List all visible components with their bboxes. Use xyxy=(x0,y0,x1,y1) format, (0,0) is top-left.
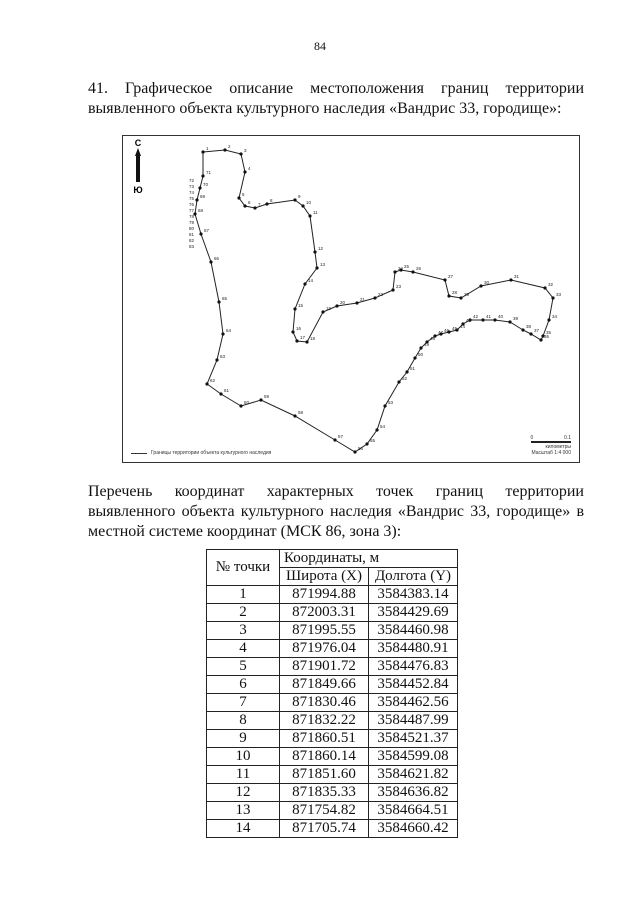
boundary-point xyxy=(293,198,296,201)
boundary-point xyxy=(543,286,546,289)
boundary-point-label: 75 xyxy=(189,196,195,201)
boundary-point xyxy=(405,370,408,373)
scale-end: 0.1 xyxy=(564,435,571,441)
boundary-point xyxy=(508,320,511,323)
longitude-cell: 3584636.82 xyxy=(369,784,458,802)
latitude-cell: 872003.31 xyxy=(280,604,369,622)
section-heading xyxy=(88,79,584,119)
map-legend xyxy=(131,450,271,456)
table-row xyxy=(207,748,458,766)
boundary-point-label: 49 xyxy=(424,342,430,347)
north-arrow-shaft xyxy=(136,156,140,182)
boundary-point xyxy=(355,301,358,304)
boundary-point-label: 1 xyxy=(206,146,209,151)
boundary-point-label: 47 xyxy=(438,330,444,335)
boundary-point-label: 72 xyxy=(189,178,195,183)
table-row xyxy=(207,694,458,712)
latitude-cell: 871860.51 xyxy=(280,730,369,748)
boundary-point-label: 39 xyxy=(513,316,519,321)
boundary-points-layer xyxy=(193,148,554,453)
boundary-point xyxy=(333,438,336,441)
boundary-point-label: 38 xyxy=(526,324,532,329)
intro-line-1: Перечень координат характерных точек границ территории xyxy=(88,483,584,500)
north-label: С xyxy=(134,138,142,148)
boundary-point xyxy=(223,148,226,151)
point-number-cell: 1 xyxy=(207,586,280,604)
boundary-point xyxy=(239,404,242,407)
boundary-point-label: 25 xyxy=(404,264,410,269)
latitude-cell: 871994.88 xyxy=(280,586,369,604)
boundary-point xyxy=(321,310,324,313)
point-number-cell: 11 xyxy=(207,766,280,784)
boundary-point-label: 44 xyxy=(460,324,466,329)
boundary-point xyxy=(301,204,304,207)
longitude-cell: 3584599.08 xyxy=(369,748,458,766)
boundary-point-label: 32 xyxy=(548,282,554,287)
boundary-map-drawing xyxy=(123,136,579,462)
boundary-point xyxy=(481,318,484,321)
latitude-cell: 871995.55 xyxy=(280,622,369,640)
point-number-cell: 6 xyxy=(207,676,280,694)
boundary-point-label: 29 xyxy=(464,292,470,297)
boundary-point xyxy=(265,202,268,205)
boundary-point xyxy=(353,450,356,453)
boundary-point-label: 59 xyxy=(264,394,270,399)
table-row xyxy=(207,730,458,748)
north-arrow-head xyxy=(135,148,141,156)
boundary-point-label: 71 xyxy=(206,170,212,175)
header-longitude: Долгота (Y) xyxy=(369,568,458,586)
boundary-point-label: 33 xyxy=(556,292,562,297)
boundary-point-label: 73 xyxy=(189,184,195,189)
boundary-point-label: 50 xyxy=(418,352,424,357)
scale-unit: километры xyxy=(545,444,571,450)
boundary-point xyxy=(419,346,422,349)
boundary-point xyxy=(305,340,308,343)
boundary-point xyxy=(539,338,542,341)
boundary-point-label: 9 xyxy=(298,194,301,199)
header-point-number: № точки xyxy=(207,550,280,586)
table-row xyxy=(207,712,458,730)
boundary-point xyxy=(219,392,222,395)
longitude-cell: 3584460.98 xyxy=(369,622,458,640)
territory-boundary-line xyxy=(195,150,553,452)
section-heading-line-2: выявленного объекта культурного наследия «Вандрис 33, городище»: xyxy=(88,100,562,117)
longitude-cell: 3584462.56 xyxy=(369,694,458,712)
boundary-point-label: 6 xyxy=(248,200,251,205)
boundary-point-label: 51 xyxy=(410,366,416,371)
boundary-point xyxy=(243,170,246,173)
boundary-point-label: 64 xyxy=(226,328,232,333)
boundary-point xyxy=(391,288,394,291)
longitude-cell: 3584429.69 xyxy=(369,604,458,622)
longitude-cell: 3584383.14 xyxy=(369,586,458,604)
boundary-point xyxy=(217,300,220,303)
boundary-point-label: 68 xyxy=(198,208,204,213)
point-number-cell: 5 xyxy=(207,658,280,676)
boundary-point-label: 35 xyxy=(546,330,552,335)
latitude-cell: 871835.33 xyxy=(280,784,369,802)
boundary-point-label: 70 xyxy=(203,182,209,187)
boundary-point xyxy=(308,214,311,217)
boundary-point-label: 34 xyxy=(552,314,558,319)
boundary-point-label: 23 xyxy=(396,284,402,289)
point-number-cell: 4 xyxy=(207,640,280,658)
boundary-point xyxy=(201,174,204,177)
boundary-point xyxy=(215,358,218,361)
point-number-cell: 9 xyxy=(207,730,280,748)
longitude-cell: 3584480.91 xyxy=(369,640,458,658)
boundary-point xyxy=(493,318,496,321)
boundary-point-label: 30 xyxy=(484,280,490,285)
boundary-point-label: 2 xyxy=(228,144,231,149)
scale-ratio: Масштаб 1:4 000 xyxy=(531,450,571,456)
boundary-point xyxy=(237,196,240,199)
point-number-cell: 3 xyxy=(207,622,280,640)
boundary-point-label: 12 xyxy=(318,246,324,251)
boundary-point xyxy=(375,428,378,431)
boundary-point-label: 11 xyxy=(313,210,318,215)
scale-bar xyxy=(531,441,571,443)
boundary-point-label: 14 xyxy=(308,278,314,283)
boundary-point xyxy=(293,414,296,417)
boundary-point-label: 10 xyxy=(306,200,312,205)
boundary-point-label: 58 xyxy=(298,410,304,415)
boundary-point-label: 66 xyxy=(214,256,220,261)
point-number-cell: 2 xyxy=(207,604,280,622)
boundary-point xyxy=(291,330,294,333)
latitude-cell: 871976.04 xyxy=(280,640,369,658)
boundary-point-label: 69 xyxy=(200,194,206,199)
boundary-point xyxy=(221,332,224,335)
boundary-point-label: 20 xyxy=(340,300,346,305)
boundary-point-label: 4 xyxy=(248,166,251,171)
longitude-cell: 3584521.37 xyxy=(369,730,458,748)
boundary-point-label: 43 xyxy=(466,318,472,323)
boundary-point-label: 54 xyxy=(380,424,386,429)
boundary-point-label: 42 xyxy=(473,314,479,319)
boundary-point xyxy=(547,318,550,321)
latitude-cell: 871705.74 xyxy=(280,820,369,838)
boundary-point-label: 48 xyxy=(430,336,436,341)
boundary-point-label: 45 xyxy=(452,326,458,331)
boundary-point xyxy=(509,278,512,281)
boundary-point xyxy=(259,398,262,401)
boundary-point-label: 61 xyxy=(224,388,230,393)
intro-line-2: выявленного объекта культурного наследия «Вандрис 33, городище» в xyxy=(88,503,584,520)
boundary-point xyxy=(209,260,212,263)
boundary-point-label: 5 xyxy=(242,192,245,197)
section-heading-line-1: 41. Графическое описание местоположения границ территории xyxy=(88,80,584,97)
table-row xyxy=(207,784,458,802)
boundary-point xyxy=(443,278,446,281)
boundary-point-label: 52 xyxy=(402,376,408,381)
boundary-point-label: 53 xyxy=(388,400,394,405)
coordinates-table xyxy=(206,549,458,838)
boundary-point-label: 77 xyxy=(189,208,195,213)
boundary-point xyxy=(397,380,400,383)
boundary-point xyxy=(295,339,298,342)
boundary-point-label: 76 xyxy=(189,202,195,207)
boundary-point-label: 55 xyxy=(370,438,376,443)
boundary-point-label: 60 xyxy=(244,400,250,405)
boundary-point-label: 36 xyxy=(544,334,550,339)
boundary-point-label: 65 xyxy=(222,296,228,301)
table-row xyxy=(207,640,458,658)
boundary-point-label: 46 xyxy=(444,328,450,333)
boundary-point xyxy=(201,150,204,153)
boundary-point xyxy=(313,250,316,253)
boundary-point xyxy=(551,296,554,299)
boundary-point-label: 78 xyxy=(189,214,195,219)
boundary-point xyxy=(393,270,396,273)
boundary-point-label: 15 xyxy=(298,303,304,308)
coordinates-table-body xyxy=(207,586,458,838)
point-number-cell: 13 xyxy=(207,802,280,820)
boundary-point xyxy=(243,204,246,207)
boundary-point xyxy=(205,382,208,385)
boundary-point-label: 74 xyxy=(189,190,195,195)
table-row xyxy=(207,820,458,838)
boundary-point-label: 28 xyxy=(452,290,458,295)
boundary-point-label: 81 xyxy=(189,232,195,237)
south-label: Ю xyxy=(133,185,143,195)
boundary-point xyxy=(411,270,414,273)
boundary-point-label: 8 xyxy=(270,198,273,203)
table-row xyxy=(207,622,458,640)
boundary-point xyxy=(195,198,198,201)
table-row xyxy=(207,604,458,622)
longitude-cell: 3584664.51 xyxy=(369,802,458,820)
boundary-point-label: 27 xyxy=(448,274,454,279)
table-row xyxy=(207,586,458,604)
boundary-point-label: 41 xyxy=(486,314,492,319)
boundary-point xyxy=(198,186,201,189)
boundary-point xyxy=(335,304,338,307)
boundary-point xyxy=(365,442,368,445)
point-number-cell: 12 xyxy=(207,784,280,802)
table-row xyxy=(207,766,458,784)
longitude-cell: 3584621.82 xyxy=(369,766,458,784)
longitude-cell: 3584476.83 xyxy=(369,658,458,676)
boundary-point-label: 83 xyxy=(189,244,195,249)
legend-text: Границы территории объекта культурного наследия xyxy=(151,450,272,456)
boundary-point xyxy=(459,296,462,299)
boundary-map xyxy=(122,135,580,463)
north-arrow-icon xyxy=(133,138,142,195)
boundary-point-label: 40 xyxy=(498,314,504,319)
legend-line-swatch xyxy=(131,453,147,454)
boundary-point xyxy=(529,332,532,335)
longitude-cell: 3584487.99 xyxy=(369,712,458,730)
boundary-point-label: 17 xyxy=(300,335,306,340)
intro-line-3: местной системе координат (МСК 86, зона 3): xyxy=(88,523,402,540)
boundary-point-label: 19 xyxy=(326,306,332,311)
table-row xyxy=(207,676,458,694)
longitude-cell: 3584452.84 xyxy=(369,676,458,694)
point-number-cell: 14 xyxy=(207,820,280,838)
boundary-point-label: 56 xyxy=(358,446,364,451)
boundary-point xyxy=(315,266,318,269)
coordinates-intro xyxy=(88,482,584,542)
boundary-point-label: 24 xyxy=(398,266,404,271)
header-latitude: Широта (X) xyxy=(280,568,369,586)
boundary-point-label: 26 xyxy=(416,266,422,271)
latitude-cell: 871832.22 xyxy=(280,712,369,730)
boundary-point xyxy=(253,206,256,209)
latitude-cell: 871830.46 xyxy=(280,694,369,712)
boundary-point-label: 62 xyxy=(210,378,216,383)
latitude-cell: 871860.14 xyxy=(280,748,369,766)
boundary-point xyxy=(479,284,482,287)
point-number-cell: 10 xyxy=(207,748,280,766)
scale-values xyxy=(530,435,571,441)
table-row xyxy=(207,802,458,820)
boundary-point xyxy=(447,294,450,297)
boundary-point-label: 37 xyxy=(534,328,540,333)
table-row xyxy=(207,658,458,676)
boundary-point-label: 16 xyxy=(296,326,302,331)
boundary-point-label: 7 xyxy=(258,202,261,207)
boundary-point-label: 21 xyxy=(360,297,366,302)
header-coordinates: Координаты, м xyxy=(280,550,458,568)
boundary-point xyxy=(293,307,296,310)
boundary-point xyxy=(521,328,524,331)
boundary-point-label: 57 xyxy=(338,434,344,439)
point-number-cell: 8 xyxy=(207,712,280,730)
latitude-cell: 871754.82 xyxy=(280,802,369,820)
point-number-cell: 7 xyxy=(207,694,280,712)
boundary-point-label: 13 xyxy=(320,262,326,267)
boundary-point-label: 82 xyxy=(189,238,195,243)
boundary-point-label: 63 xyxy=(220,354,226,359)
boundary-point-label: 79 xyxy=(189,220,195,225)
boundary-point xyxy=(239,152,242,155)
latitude-cell: 871849.66 xyxy=(280,676,369,694)
latitude-cell: 871901.72 xyxy=(280,658,369,676)
boundary-point-label: 80 xyxy=(189,226,195,231)
map-scale xyxy=(530,435,571,456)
page-number: 84 xyxy=(314,39,326,53)
boundary-point xyxy=(373,296,376,299)
boundary-point xyxy=(303,282,306,285)
boundary-point-label: 31 xyxy=(514,274,520,279)
scale-start: 0 xyxy=(530,435,534,441)
boundary-point xyxy=(413,356,416,359)
boundary-point xyxy=(383,404,386,407)
boundary-point xyxy=(199,232,202,235)
boundary-polygon-layer xyxy=(195,150,553,452)
latitude-cell: 871851.60 xyxy=(280,766,369,784)
boundary-point-label: 22 xyxy=(378,292,384,297)
boundary-point-label: 3 xyxy=(244,148,247,153)
boundary-point-label: 67 xyxy=(204,228,210,233)
boundary-point-label: 18 xyxy=(310,336,316,341)
longitude-cell: 3584660.42 xyxy=(369,820,458,838)
